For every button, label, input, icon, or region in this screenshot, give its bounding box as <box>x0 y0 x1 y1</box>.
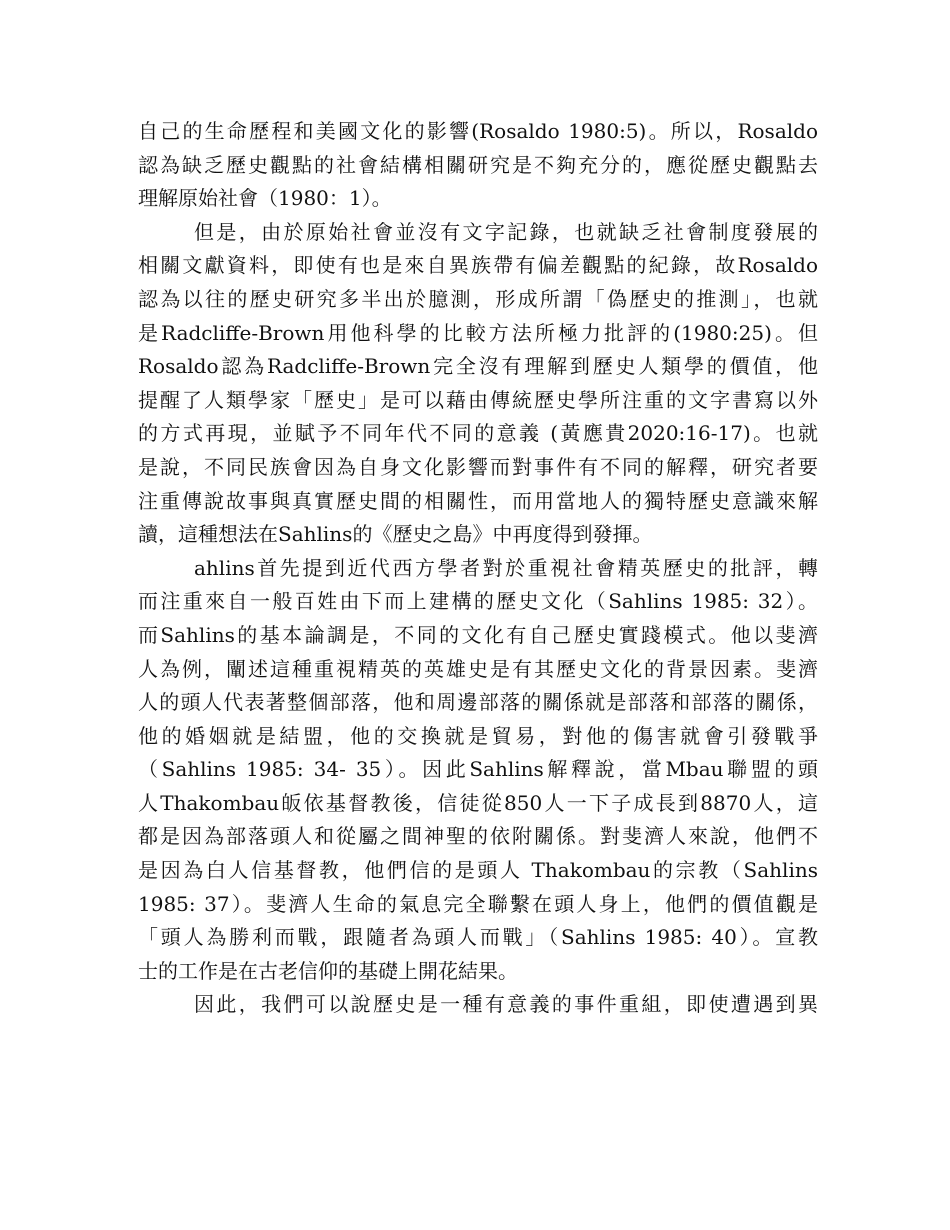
text-line: （Sahlins 1985: 34- 35）。因此Sahlins解釋說，當Mbau聯盟的頭 <box>138 757 818 782</box>
text-line: 提醒了人類學家「歷史」是可以藉由傳統歷史學所注重的文字書寫以外 <box>138 387 818 412</box>
paragraph-3 <box>138 552 818 989</box>
text-line: ahlins首先提到近代西方學者對於重視社會精英歷史的批評，轉 <box>194 555 818 580</box>
paragraph-4 <box>138 988 818 1022</box>
text-line: 而Sahlins的基本論調是，不同的文化有自己歷史實踐模式。他以斐濟 <box>138 622 818 647</box>
text-line: 認為以往的歷史研究多半出於臆測，形成所謂「偽歷史的推測」，也就 <box>138 286 818 311</box>
text-line: 是Radcliffe-Brown用他科學的比較方法所極力批評的(1980:25)。但 <box>138 320 818 345</box>
text-line: 「頭人為勝利而戰，跟隨者為頭人而戰」（Sahlins 1985: 40）。宣教 <box>138 925 818 950</box>
text-line: 1985: 37）。斐濟人生命的氣息完全聯繫在頭人身上，他們的價值觀是 <box>138 891 818 916</box>
text-line: 人為例，闡述這種重視精英的英雄史是有其歷史文化的背景因素。斐濟 <box>138 656 818 681</box>
text-line: 他的婚姻就是結盟，他的交換就是貿易，對他的傷害就會引發戰爭 <box>138 723 818 748</box>
text-line: 的方式再現，並賦予不同年代不同的意義 (黃應貴2020:16-17)。也就 <box>138 421 818 446</box>
document-page <box>138 115 818 1022</box>
text-line: 而注重來自一般百姓由下而上建構的歷史文化（Sahlins 1985: 32）。 <box>138 589 818 614</box>
paragraph-2 <box>138 216 818 552</box>
text-line: 理解原始社會（1980：1）。 <box>138 186 392 211</box>
text-line: 是因為白人信基督教，他們信的是頭人 Thakombau的宗教（Sahlins <box>138 858 818 883</box>
text-line: Rosaldo認為Radcliffe-Brown完全沒有理解到歷史人類學的價值，他 <box>138 354 818 379</box>
text-line: 認為缺乏歷史觀點的社會結構相關研究是不夠充分的，應從歷史觀點去 <box>138 152 818 177</box>
text-line: 注重傳說故事與真實歷史間的相關性，而用當地人的獨特歷史意識來解 <box>138 488 818 513</box>
text-line: 相關文獻資料，即使有也是來自異族帶有偏差觀點的紀錄，故Rosaldo <box>138 253 818 278</box>
text-line: 士的工作是在古老信仰的基礎上開花結果。 <box>138 958 518 983</box>
text-line: 因此，我們可以說歷史是一種有意義的事件重組，即使遭遇到異 <box>194 992 818 1017</box>
text-line: 讀，這種想法在Sahlins的《歷史之島》中再度得到發揮。 <box>138 522 653 547</box>
text-line: 人Thakombau皈依基督教後，信徒從850人一下子成長到8870人，這 <box>138 790 818 815</box>
text-line: 都是因為部落頭人和從屬之間神聖的依附關係。對斐濟人來說，他們不 <box>138 824 818 849</box>
paragraph-1 <box>138 115 818 216</box>
text-line: 但是，由於原始社會並沒有文字記錄，也就缺乏社會制度發展的 <box>194 219 818 244</box>
text-line: 自己的生命歷程和美國文化的影響(Rosaldo 1980:5)。所以，Rosaldo <box>138 119 818 143</box>
text-line: 是說，不同民族會因為自身文化影響而對事件有不同的解釋，研究者要 <box>138 454 818 479</box>
text-line: 人的頭人代表著整個部落，他和周邊部落的關係就是部落和部落的關係， <box>138 690 818 715</box>
